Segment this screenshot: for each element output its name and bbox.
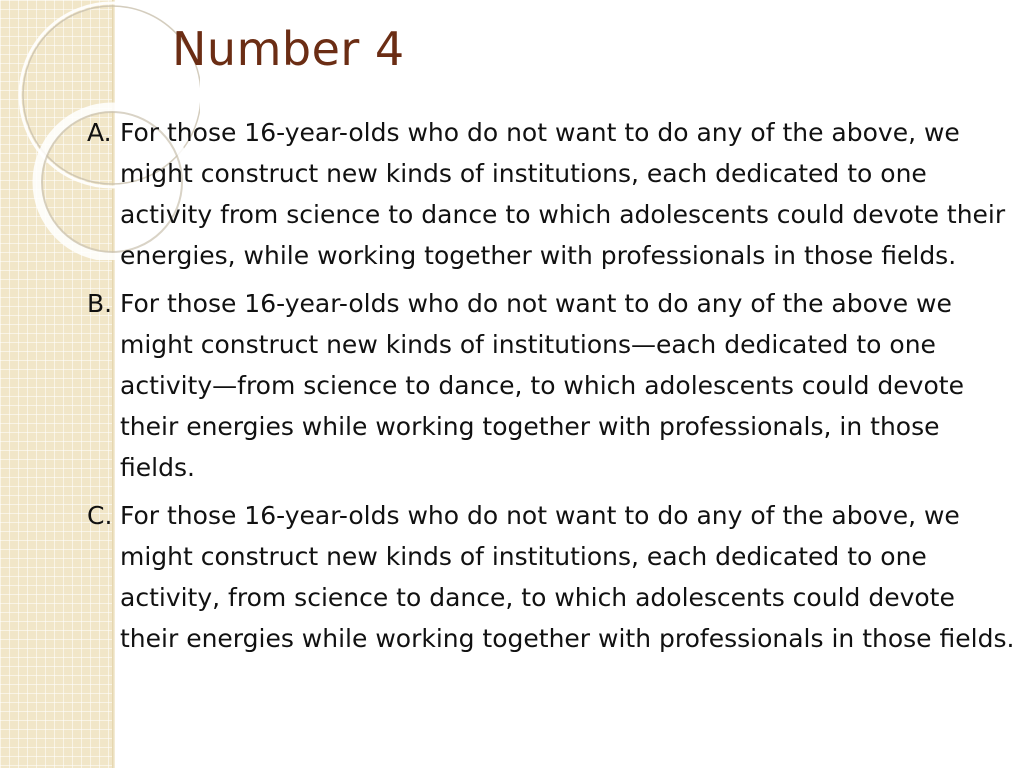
option-text: For those 16-year-olds who do not want to do any of the above, we might construct new kinds of institutions, each dedicated to one activity, from science to dance, to which adolescents could devote their energies while working together with professionals in those fields. bbox=[120, 501, 1015, 653]
option-b bbox=[87, 283, 1017, 488]
slide-title: Number 4 bbox=[172, 22, 405, 76]
option-c bbox=[87, 495, 1017, 659]
option-letter: B. bbox=[87, 289, 113, 318]
option-letter: A. bbox=[87, 118, 112, 147]
option-letter: C. bbox=[87, 501, 113, 530]
option-text: For those 16-year-olds who do not want to do any of the above we might construct new kinds of institutions—each dedicated to one activity—from science to dance, to which adolescents could devote their energies while working together with professionals, in those fields. bbox=[120, 289, 964, 482]
option-text: For those 16-year-olds who do not want to do any of the above, we might construct new kinds of institutions, each dedicated to one activity from science to dance to which adolescents could devote their energies, while working together with professionals in those fields. bbox=[120, 118, 1006, 270]
option-a bbox=[87, 112, 1017, 276]
answer-options bbox=[87, 112, 1017, 666]
